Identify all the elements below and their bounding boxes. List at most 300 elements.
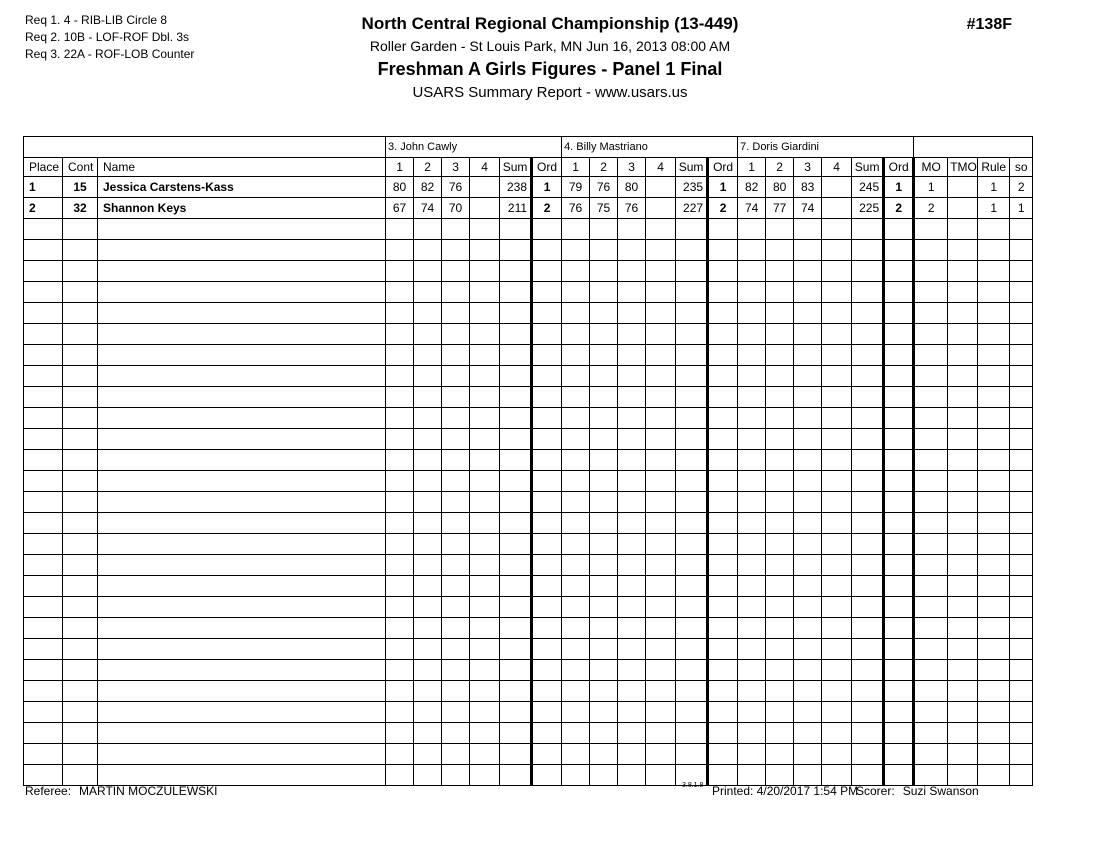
score-cell bbox=[794, 471, 822, 492]
name-cell bbox=[98, 723, 386, 744]
sum-cell bbox=[676, 534, 708, 555]
score-cell bbox=[646, 597, 676, 618]
score-cell bbox=[414, 723, 442, 744]
score-cell bbox=[590, 324, 618, 345]
score-cell bbox=[590, 702, 618, 723]
ord-cell bbox=[884, 639, 914, 660]
ord-cell bbox=[708, 639, 738, 660]
place-cell bbox=[24, 702, 63, 723]
rule-cell bbox=[978, 534, 1010, 555]
score-cell bbox=[618, 324, 646, 345]
score-cell bbox=[590, 660, 618, 681]
score-cell bbox=[618, 471, 646, 492]
judge-row-spacer bbox=[914, 137, 1033, 158]
score-cell bbox=[738, 702, 766, 723]
ord-cell bbox=[708, 345, 738, 366]
score-cell bbox=[442, 639, 470, 660]
sum-cell bbox=[676, 681, 708, 702]
mo-cell bbox=[914, 639, 948, 660]
score-cell bbox=[414, 450, 442, 471]
score-cell bbox=[646, 261, 676, 282]
score-cell bbox=[442, 765, 470, 786]
cont-cell: 15 bbox=[63, 177, 98, 198]
score-cell bbox=[414, 660, 442, 681]
sum-cell bbox=[500, 618, 532, 639]
empty-row bbox=[24, 723, 1033, 744]
score-cell bbox=[822, 660, 852, 681]
ord-cell bbox=[884, 303, 914, 324]
mo-cell bbox=[914, 387, 948, 408]
score-cell bbox=[386, 723, 414, 744]
score-cell bbox=[414, 366, 442, 387]
score-cell bbox=[646, 198, 676, 219]
ord-cell bbox=[884, 534, 914, 555]
ord-cell bbox=[708, 240, 738, 261]
score-cell bbox=[590, 345, 618, 366]
score-cell bbox=[470, 681, 500, 702]
score-cell bbox=[442, 261, 470, 282]
referee-label: Referee: bbox=[25, 784, 72, 798]
sum-cell bbox=[676, 492, 708, 513]
header-fig2: 2 bbox=[590, 158, 618, 177]
sum-cell bbox=[676, 345, 708, 366]
score-cell bbox=[822, 492, 852, 513]
ord-cell bbox=[708, 702, 738, 723]
sum-cell bbox=[852, 744, 884, 765]
ord-cell: 2 bbox=[532, 198, 562, 219]
score-cell bbox=[738, 639, 766, 660]
score-cell: 74 bbox=[414, 198, 442, 219]
score-cell bbox=[442, 408, 470, 429]
score-cell bbox=[794, 282, 822, 303]
ord-cell bbox=[532, 492, 562, 513]
so-cell: 2 bbox=[1010, 177, 1033, 198]
rule-cell bbox=[978, 261, 1010, 282]
score-cell bbox=[738, 219, 766, 240]
score-cell bbox=[646, 765, 676, 786]
mo-cell bbox=[914, 555, 948, 576]
place-cell bbox=[24, 303, 63, 324]
mo-cell bbox=[914, 219, 948, 240]
ord-cell bbox=[884, 282, 914, 303]
sum-cell: 245 bbox=[852, 177, 884, 198]
score-cell bbox=[470, 471, 500, 492]
sum-cell bbox=[500, 324, 532, 345]
sum-cell bbox=[676, 723, 708, 744]
score-cell bbox=[414, 639, 442, 660]
place-cell bbox=[24, 576, 63, 597]
score-cell bbox=[442, 597, 470, 618]
score-cell bbox=[442, 555, 470, 576]
score-cell bbox=[618, 639, 646, 660]
so-cell bbox=[1010, 471, 1033, 492]
mo-cell bbox=[914, 450, 948, 471]
name-cell bbox=[98, 597, 386, 618]
so-cell bbox=[1010, 597, 1033, 618]
sum-cell bbox=[852, 681, 884, 702]
ord-cell bbox=[532, 639, 562, 660]
empty-row bbox=[24, 765, 1033, 786]
sum-cell bbox=[500, 219, 532, 240]
score-cell: 74 bbox=[794, 198, 822, 219]
mo-cell bbox=[914, 576, 948, 597]
score-cell bbox=[794, 702, 822, 723]
so-cell bbox=[1010, 261, 1033, 282]
score-cell bbox=[442, 240, 470, 261]
score-cell bbox=[794, 240, 822, 261]
sum-cell bbox=[852, 450, 884, 471]
sum-cell bbox=[852, 597, 884, 618]
sum-cell bbox=[500, 744, 532, 765]
score-cell bbox=[470, 324, 500, 345]
score-cell bbox=[822, 681, 852, 702]
score-cell bbox=[442, 513, 470, 534]
ord-cell: 2 bbox=[884, 198, 914, 219]
score-cell bbox=[590, 261, 618, 282]
place-cell bbox=[24, 282, 63, 303]
header-fig3: 3 bbox=[794, 158, 822, 177]
score-cell bbox=[794, 450, 822, 471]
rule-cell bbox=[978, 576, 1010, 597]
sum-cell bbox=[676, 702, 708, 723]
ord-cell bbox=[532, 555, 562, 576]
score-cell bbox=[738, 471, 766, 492]
name-cell bbox=[98, 261, 386, 282]
column-header-row bbox=[24, 158, 1033, 177]
score-cell bbox=[766, 744, 794, 765]
ord-cell bbox=[884, 324, 914, 345]
place-cell bbox=[24, 387, 63, 408]
sum-cell bbox=[852, 618, 884, 639]
score-cell bbox=[470, 639, 500, 660]
score-cell bbox=[618, 303, 646, 324]
place-cell bbox=[24, 324, 63, 345]
ord-cell bbox=[708, 219, 738, 240]
score-cell bbox=[562, 618, 590, 639]
cont-cell bbox=[63, 240, 98, 261]
score-cell bbox=[562, 639, 590, 660]
score-cell: 76 bbox=[562, 198, 590, 219]
sum-cell bbox=[676, 450, 708, 471]
empty-row bbox=[24, 513, 1033, 534]
score-cell bbox=[766, 681, 794, 702]
score-cell bbox=[590, 597, 618, 618]
score-cell bbox=[590, 744, 618, 765]
score-cell bbox=[414, 765, 442, 786]
ord-cell bbox=[884, 408, 914, 429]
score-cell bbox=[414, 471, 442, 492]
rule-cell bbox=[978, 450, 1010, 471]
score-cell bbox=[562, 261, 590, 282]
so-cell bbox=[1010, 576, 1033, 597]
score-cell bbox=[414, 618, 442, 639]
score-cell bbox=[386, 387, 414, 408]
ord-cell bbox=[884, 387, 914, 408]
score-cell bbox=[442, 450, 470, 471]
score-cell bbox=[386, 240, 414, 261]
score-cell bbox=[738, 240, 766, 261]
score-cell bbox=[562, 387, 590, 408]
ord-cell bbox=[708, 324, 738, 345]
rule-cell bbox=[978, 219, 1010, 240]
name-cell bbox=[98, 534, 386, 555]
tmo-cell bbox=[948, 534, 978, 555]
ord-cell bbox=[532, 345, 562, 366]
so-cell bbox=[1010, 492, 1033, 513]
score-cell bbox=[562, 765, 590, 786]
score-cell bbox=[618, 492, 646, 513]
place-cell bbox=[24, 408, 63, 429]
score-cell bbox=[618, 660, 646, 681]
score-cell bbox=[766, 702, 794, 723]
empty-row bbox=[24, 450, 1033, 471]
score-cell bbox=[766, 282, 794, 303]
score-cell bbox=[618, 387, 646, 408]
score-cell bbox=[386, 534, 414, 555]
cont-cell bbox=[63, 723, 98, 744]
cont-cell bbox=[63, 765, 98, 786]
rule-cell bbox=[978, 324, 1010, 345]
score-cell bbox=[442, 366, 470, 387]
score-cell bbox=[822, 555, 852, 576]
name-cell bbox=[98, 513, 386, 534]
cont-cell bbox=[63, 618, 98, 639]
score-cell bbox=[766, 219, 794, 240]
ord-cell bbox=[532, 723, 562, 744]
so-cell bbox=[1010, 387, 1033, 408]
tmo-cell bbox=[948, 177, 978, 198]
ord-cell bbox=[532, 408, 562, 429]
so-cell bbox=[1010, 429, 1033, 450]
score-cell bbox=[386, 303, 414, 324]
place-cell bbox=[24, 219, 63, 240]
empty-row bbox=[24, 240, 1033, 261]
judge-name-cell: 4. Billy Mastriano bbox=[562, 137, 738, 158]
mo-cell bbox=[914, 303, 948, 324]
score-cell bbox=[766, 366, 794, 387]
ord-cell bbox=[532, 366, 562, 387]
cont-cell bbox=[63, 576, 98, 597]
score-cell bbox=[386, 345, 414, 366]
so-cell bbox=[1010, 408, 1033, 429]
score-cell bbox=[822, 324, 852, 345]
empty-row bbox=[24, 681, 1033, 702]
score-cell bbox=[822, 618, 852, 639]
rule-cell bbox=[978, 681, 1010, 702]
place-cell bbox=[24, 492, 63, 513]
score-cell bbox=[470, 261, 500, 282]
score-cell bbox=[646, 303, 676, 324]
printed-timestamp: Printed: 4/20/2017 1:54 PM bbox=[712, 784, 859, 798]
ord-cell bbox=[532, 765, 562, 786]
rule-cell bbox=[978, 408, 1010, 429]
cont-cell bbox=[63, 660, 98, 681]
header-fig3: 3 bbox=[618, 158, 646, 177]
sum-cell bbox=[852, 471, 884, 492]
score-cell bbox=[766, 471, 794, 492]
score-cell bbox=[414, 555, 442, 576]
name-cell bbox=[98, 366, 386, 387]
rule-cell bbox=[978, 492, 1010, 513]
sum-cell: 227 bbox=[676, 198, 708, 219]
name-cell bbox=[98, 345, 386, 366]
score-cell: 74 bbox=[738, 198, 766, 219]
score-cell bbox=[738, 618, 766, 639]
score-cell bbox=[442, 576, 470, 597]
score-cell bbox=[414, 324, 442, 345]
score-cell bbox=[562, 534, 590, 555]
sum-cell bbox=[852, 723, 884, 744]
tmo-cell bbox=[948, 366, 978, 387]
empty-row bbox=[24, 429, 1033, 450]
cont-cell bbox=[63, 492, 98, 513]
sum-cell: 211 bbox=[500, 198, 532, 219]
rule-cell bbox=[978, 639, 1010, 660]
score-cell bbox=[766, 408, 794, 429]
empty-row bbox=[24, 366, 1033, 387]
name-cell: Shannon Keys bbox=[98, 198, 386, 219]
sum-cell bbox=[500, 492, 532, 513]
sum-cell bbox=[676, 387, 708, 408]
score-cell: 82 bbox=[738, 177, 766, 198]
mo-cell bbox=[914, 324, 948, 345]
tmo-cell bbox=[948, 618, 978, 639]
header-fig4: 4 bbox=[470, 158, 500, 177]
score-cell: 82 bbox=[414, 177, 442, 198]
referee-name: MARTIN MOCZULEWSKI bbox=[79, 784, 218, 798]
venue-line: Roller Garden - St Louis Park, MN Jun 16, 2013 08:00 AM bbox=[369, 38, 731, 54]
score-cell bbox=[590, 492, 618, 513]
score-cell bbox=[738, 408, 766, 429]
score-cell bbox=[442, 534, 470, 555]
mo-cell bbox=[914, 513, 948, 534]
ord-cell bbox=[708, 534, 738, 555]
rule-cell: 1 bbox=[978, 198, 1010, 219]
score-cell bbox=[590, 303, 618, 324]
score-cell bbox=[414, 513, 442, 534]
cont-cell bbox=[63, 282, 98, 303]
ord-cell bbox=[708, 660, 738, 681]
ord-cell bbox=[532, 597, 562, 618]
score-cell bbox=[738, 324, 766, 345]
place-cell bbox=[24, 450, 63, 471]
cont-cell bbox=[63, 702, 98, 723]
score-cell: 80 bbox=[618, 177, 646, 198]
judge-header-row bbox=[24, 137, 1033, 158]
rule-cell bbox=[978, 723, 1010, 744]
score-cell bbox=[562, 681, 590, 702]
sum-cell bbox=[852, 303, 884, 324]
sum-cell bbox=[500, 471, 532, 492]
score-cell: 80 bbox=[386, 177, 414, 198]
ord-cell: 1 bbox=[884, 177, 914, 198]
cont-cell bbox=[63, 534, 98, 555]
ord-cell bbox=[708, 471, 738, 492]
score-cell bbox=[794, 744, 822, 765]
score-cell bbox=[386, 408, 414, 429]
sum-cell bbox=[676, 366, 708, 387]
ord-cell bbox=[708, 618, 738, 639]
sum-cell bbox=[676, 597, 708, 618]
score-cell bbox=[386, 576, 414, 597]
score-cell: 77 bbox=[766, 198, 794, 219]
sum-cell bbox=[676, 471, 708, 492]
score-cell bbox=[414, 303, 442, 324]
score-cell bbox=[766, 555, 794, 576]
score-cell bbox=[822, 429, 852, 450]
score-cell: 67 bbox=[386, 198, 414, 219]
score-cell bbox=[386, 639, 414, 660]
score-cell: 76 bbox=[442, 177, 470, 198]
score-cell bbox=[822, 744, 852, 765]
score-cell bbox=[794, 429, 822, 450]
name-cell bbox=[98, 240, 386, 261]
score-cell bbox=[766, 324, 794, 345]
name-cell bbox=[98, 660, 386, 681]
mo-cell bbox=[914, 429, 948, 450]
empty-row bbox=[24, 639, 1033, 660]
header-ord: Ord bbox=[884, 158, 914, 177]
score-cell bbox=[822, 282, 852, 303]
score-cell bbox=[590, 555, 618, 576]
score-cell bbox=[794, 618, 822, 639]
score-cell bbox=[794, 345, 822, 366]
score-cell bbox=[562, 366, 590, 387]
score-cell bbox=[470, 660, 500, 681]
score-cell bbox=[738, 450, 766, 471]
ord-cell bbox=[532, 471, 562, 492]
tmo-cell bbox=[948, 555, 978, 576]
sum-cell bbox=[852, 240, 884, 261]
header-fig1: 1 bbox=[386, 158, 414, 177]
sum-cell bbox=[676, 324, 708, 345]
score-cell bbox=[414, 240, 442, 261]
score-cell bbox=[738, 387, 766, 408]
ord-cell bbox=[884, 261, 914, 282]
score-cell bbox=[386, 429, 414, 450]
championship-title: North Central Regional Championship (13-449) bbox=[361, 14, 739, 33]
mo-cell bbox=[914, 702, 948, 723]
score-cell bbox=[822, 219, 852, 240]
name-cell bbox=[98, 492, 386, 513]
score-cell bbox=[794, 303, 822, 324]
score-cell bbox=[766, 660, 794, 681]
score-cell bbox=[822, 534, 852, 555]
ord-cell bbox=[884, 618, 914, 639]
score-cell bbox=[794, 660, 822, 681]
score-cell bbox=[618, 366, 646, 387]
sum-cell bbox=[500, 702, 532, 723]
sum-cell bbox=[500, 513, 532, 534]
score-cell bbox=[562, 660, 590, 681]
place-cell bbox=[24, 639, 63, 660]
score-cell bbox=[766, 513, 794, 534]
name-cell bbox=[98, 387, 386, 408]
score-cell bbox=[562, 429, 590, 450]
results-body bbox=[24, 177, 1033, 786]
score-cell bbox=[618, 576, 646, 597]
score-cell bbox=[766, 492, 794, 513]
place-cell bbox=[24, 618, 63, 639]
so-cell bbox=[1010, 513, 1033, 534]
score-cell bbox=[646, 702, 676, 723]
mo-cell bbox=[914, 744, 948, 765]
score-cell bbox=[822, 723, 852, 744]
sum-cell bbox=[676, 219, 708, 240]
mo-cell bbox=[914, 345, 948, 366]
score-cell bbox=[794, 219, 822, 240]
empty-row bbox=[24, 408, 1033, 429]
